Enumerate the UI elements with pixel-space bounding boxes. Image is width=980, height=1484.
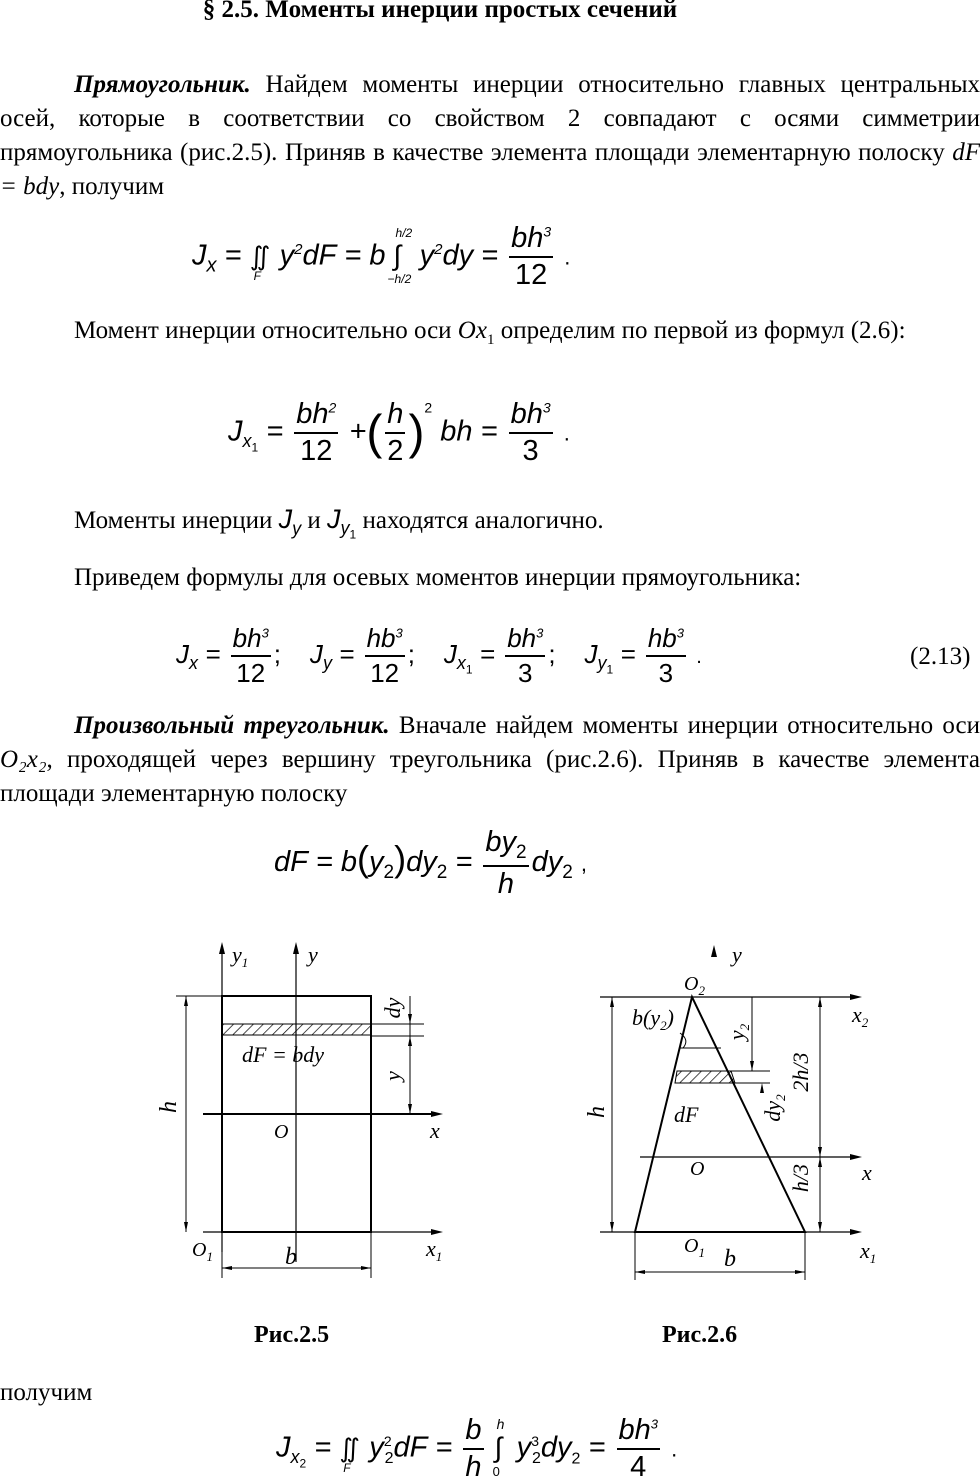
fig1-O-label: O [274,1121,289,1143]
figure-2-6 [580,935,880,1285]
fig2-x1-label: $x_1$ [860,1238,877,1266]
fig2-dy2-label: $dy_2$ [760,1094,788,1122]
fig2-y2-label: $y_2$ [724,1023,752,1041]
p5-text: Вначале найдем моменты инерции относительно оси [389,712,980,739]
section-title: § 2.5. Моменты инерции простых сечений [202,0,678,23]
fig1-ydim-label: y [380,1071,405,1081]
p5-tail: , проходящей через вершину треугольника (рис.2.6). Приняв в качестве элемента площади элементарную полоску [0,746,980,807]
p1-text: Найдем моменты инерции относительно главных центральных осей, которые в соответствии со свойством 2 совпадают с осями симметрии прямоугольника (рис.2.5). Приняв в качестве элемента площади элементарную полоску [0,71,980,166]
equation-number: (2.13) [910,643,971,670]
p2-axis-sub: 1 [486,332,495,348]
paragraph-ox1 [0,314,980,357]
paragraph-jy: Моменты инерции $J_y$ и $J_{y_1}$ находятся аналогично. [74,504,604,542]
paragraph-summary: Приведем формулы для осевых моментов инерции прямоугольника: [74,564,802,591]
fig2-O2-label: $O_2$ [684,973,705,998]
y1-axis-arrow [219,942,225,954]
heading-rectangle: Прямоугольник. [74,71,251,98]
fig1-y-label: y [308,942,318,967]
fig2-hatched-strip [675,1071,735,1083]
p1-tail: , получим [59,173,165,200]
p2-text: Момент инерции относительно оси [74,317,458,344]
formula-jx1: $J_{x_1}$ = $\frac{bh^2}{12}$ +( $\frac{h}{2}$ )$^2$ bh = $\frac{bh^3}{3}$ . [228,398,570,467]
x2-axis-arrow [850,994,862,1000]
formula-2-13: $J_x$ = $\frac{bh^3}{12}$ ; $J_y$ = $\frac{hb^3}{12}$ ; $J_{x_1}$ = $\frac{bh^3}{3}$ ; $J_{y_1}$ = $\frac{hb^3}{3}$ . [176,623,702,688]
fig2-y-label: y [732,942,742,967]
p3-text1: Моменты инерции [74,507,279,534]
fig1-b-label: b [285,1244,297,1270]
formula-jx2: $J_{x_2}$ = ∬ F $y^2_2dF$ = $\frac{b}{h}$ ∫ h 0 $y^3_2dy_2$ = $\frac{bh^3}{4}$ . [276,1414,678,1483]
formula-dF: dF = $b(y_2)dy_2$ = $\frac{by_2}{h}$ $dy_2$ , [274,826,588,900]
fig1-x1-label: $x_1$ [426,1236,443,1264]
paragraph-obtain: получим [0,1379,93,1406]
fig2-h3-label: h/3 [788,1163,813,1193]
paragraph-triangle [0,709,980,811]
p3-and: и [307,507,328,534]
caption-fig-2-6: Рис.2.6 [662,1322,738,1348]
p2-axis: Ox [457,317,487,344]
fig2-x-axis-arrow [850,1154,862,1160]
fig1-h-label: h [156,1101,182,1113]
fig2-h-label: h [584,1106,610,1118]
fig2-2h3-label: 2h/3 [788,1052,813,1092]
p1-expr: dF = bdy [0,139,980,200]
fig2-y-axis-arrow [711,945,717,957]
p2-tail: определим по первой из формул (2.6): [494,317,906,344]
fig2-O1-label: $O_1$ [684,1235,705,1260]
paragraph-rectangle [0,68,980,204]
heading-triangle: Произвольный треугольник. [74,712,390,739]
fig1-dy-label: dy [380,997,405,1019]
p5-axis: O₂x₂ [0,746,47,773]
fig2-dF-label: dF [674,1102,699,1127]
fig2-x-label: x [862,1160,872,1185]
fig2-x1-axis-arrow [850,1229,862,1235]
fig1-O1-label: $O_1$ [192,1239,213,1264]
fig2-b-label: b [724,1246,736,1272]
y-axis-arrow [293,942,299,954]
x1-axis-arrow [431,1229,443,1235]
x-axis-arrow [431,1111,443,1117]
fig2-x2-label: $x_2$ [852,1002,869,1030]
fig1-x-label: x [430,1118,440,1143]
fig2-O-label: O [690,1158,705,1180]
fig1-dF-label: dF = bdy [242,1042,325,1067]
p3-text2: находятся аналогично. [362,507,604,534]
caption-fig-2-5: Рис.2.5 [254,1322,330,1348]
fig2-by2-label: $b(y_2)$ [632,1005,674,1033]
fig1-y1-label: $y_1$ [232,942,249,970]
figure-2-5 [150,935,460,1285]
formula-jx: $J_x$ = ∬ F $y^2dF = b$ ∫ h/2 −h/2 $y^2dy$ = $\frac{bh^3}{12}$ . [192,222,571,291]
